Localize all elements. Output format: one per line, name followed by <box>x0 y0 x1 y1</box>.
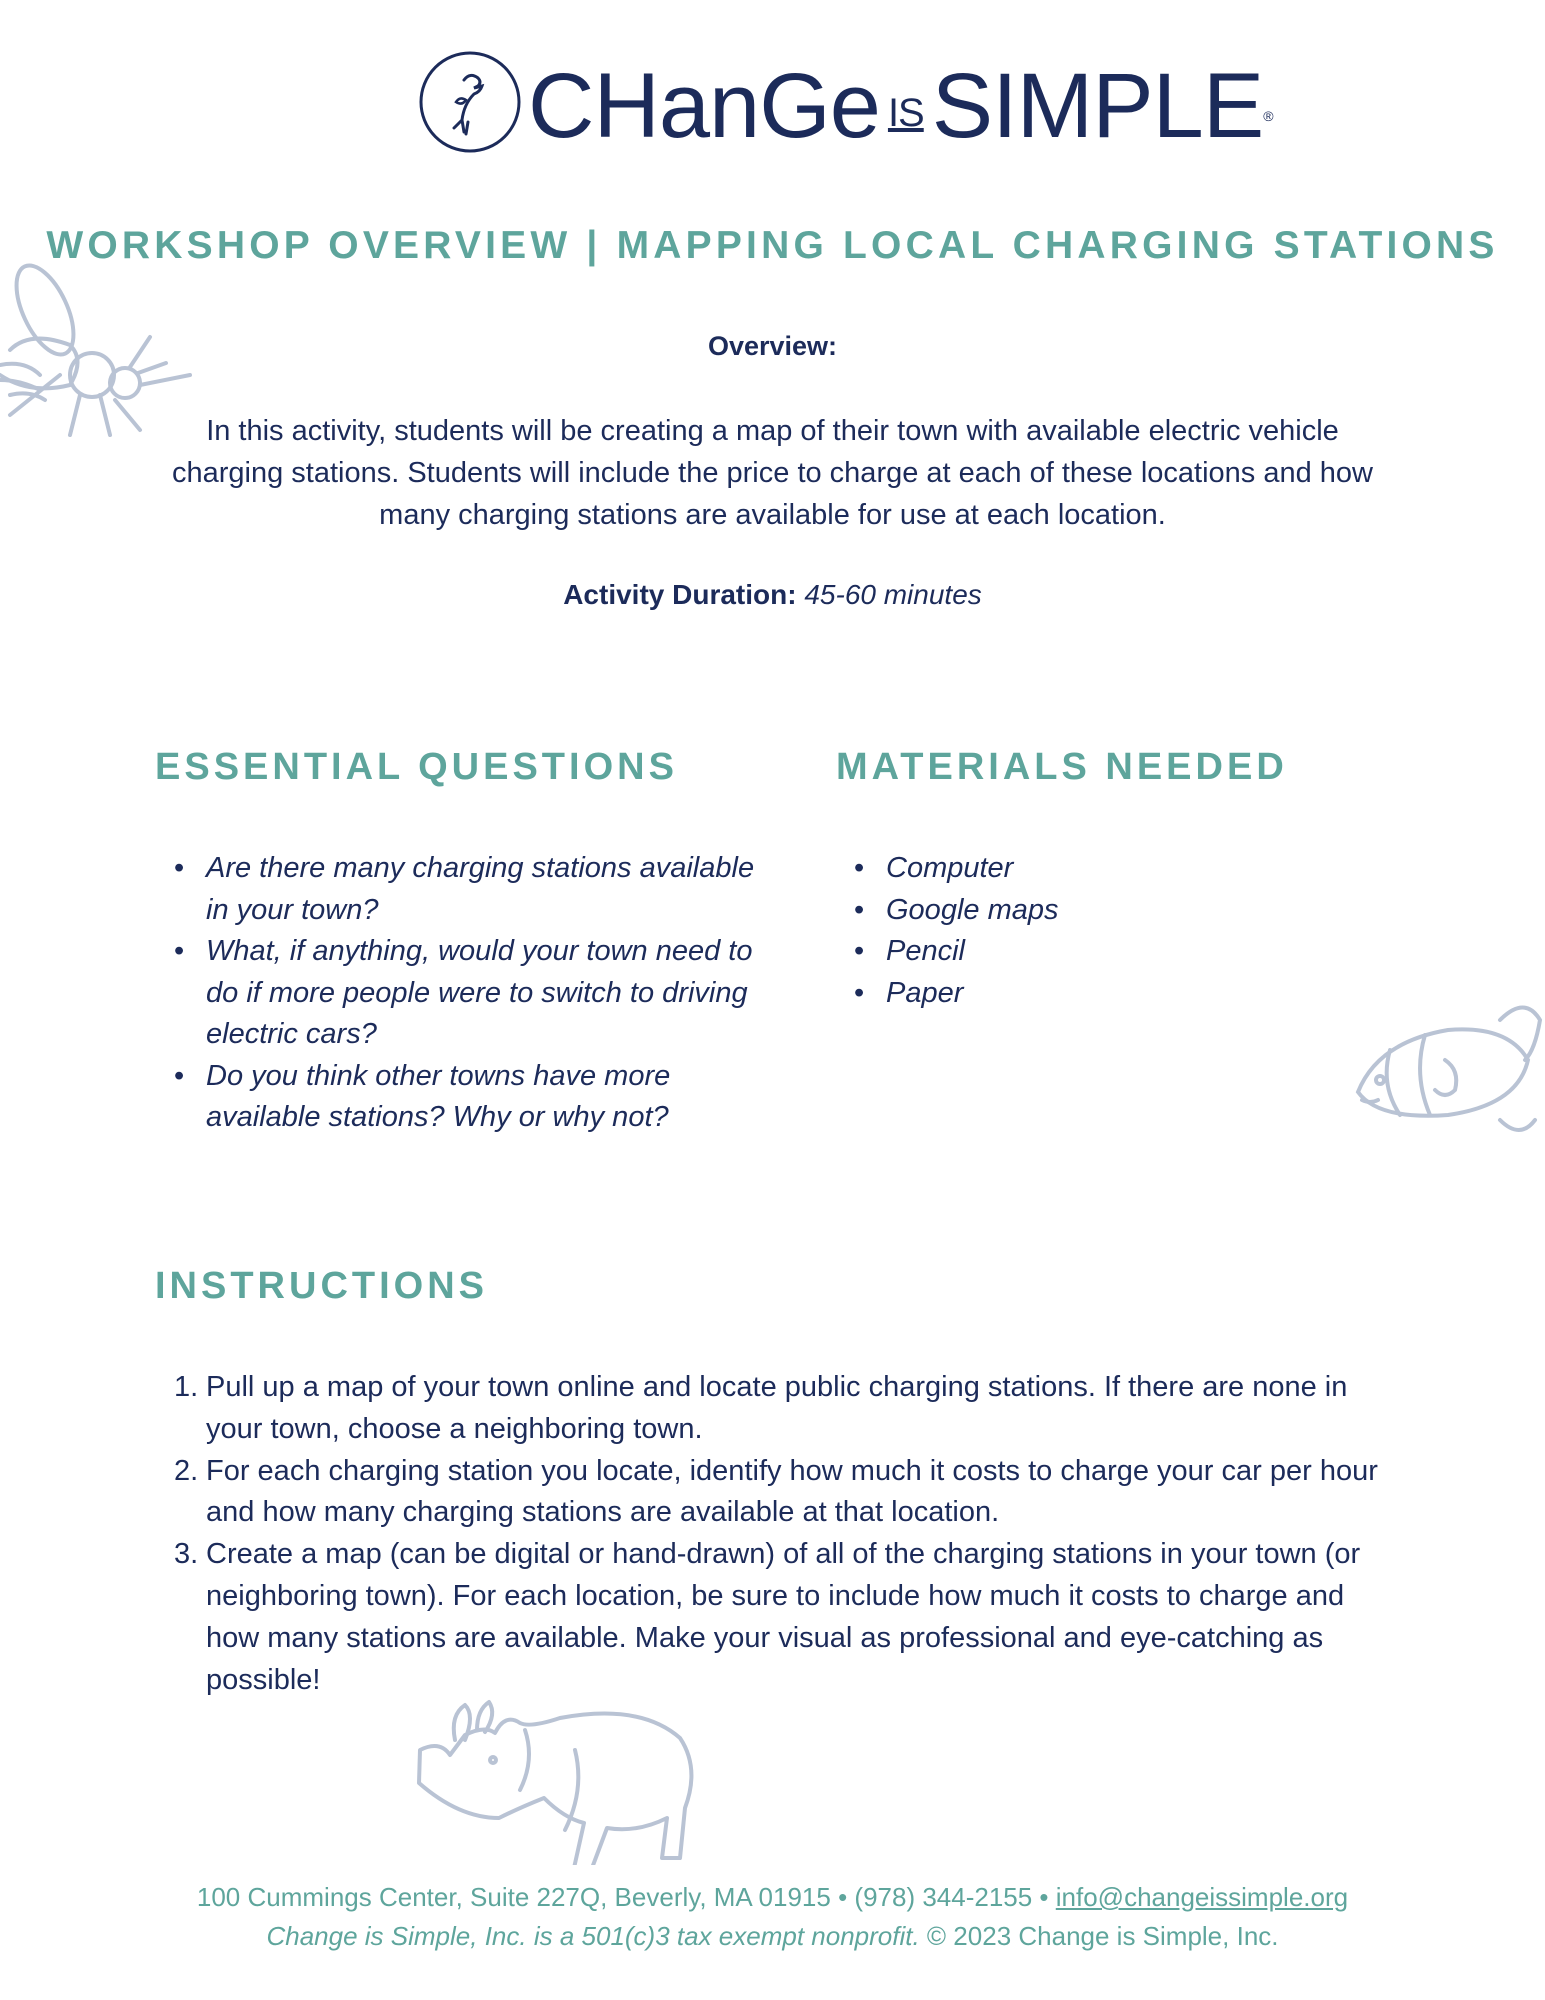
bird-logo-icon <box>418 50 522 154</box>
fish-illustration <box>1350 1000 1545 1145</box>
duration-label: Activity Duration: <box>563 579 797 610</box>
list-item: 1. Pull up a map of your town online and locate public charging stations. If there are none in your town, choose a neighboring town. <box>174 1371 1348 1445</box>
footer-contact <box>0 1882 1545 1913</box>
instructions-heading: INSTRUCTIONS <box>155 1265 488 1307</box>
wordmark-right: SIMPLE <box>931 55 1264 157</box>
wordmark-left: CHanGe <box>528 55 880 157</box>
brand-logo <box>418 50 1273 162</box>
footer-nonprofit: Change is Simple, Inc. is a 501(c)3 tax exempt nonprofit. <box>266 1921 920 1951</box>
footer-address: 100 Cummings Center, Suite 227Q, Beverly, MA 01915 • (978) 344-2155 • <box>196 1882 1056 1912</box>
instruction-text: For each charging station you locate, identify how much it costs to charge your car per hour and how many charging stations are available at that location. <box>206 1454 1378 1529</box>
activity-duration <box>0 579 1545 611</box>
wordmark-is: IS <box>887 90 924 135</box>
list-item: • Are there many charging stations available in your town? <box>174 848 774 931</box>
list-item: • What, if anything, would your town need to do if more people were to switch to driving electric cars? <box>174 931 774 1056</box>
list-item: • Pencil <box>854 931 1254 973</box>
footer-email-link[interactable]: info@changeissimple.org <box>1055 1882 1349 1912</box>
footer-copyright: © 2023 Change is Simple, Inc. <box>919 1921 1279 1951</box>
overview-heading: Overview: <box>707 331 838 361</box>
instruction-text: Pull up a map of your town online and locate public charging stations. If there are none in your town, choose a neighboring town. <box>206 1371 1348 1445</box>
list-item: • Computer <box>854 848 1254 890</box>
list-item: 2. For each charging station you locate, identify how much it costs to charge your car per hour and how many charging stations are available at that location. <box>174 1454 1378 1529</box>
essential-questions-heading: ESSENTIAL QUESTIONS <box>155 746 678 788</box>
materials-list <box>854 848 1254 1014</box>
essential-questions-list <box>174 848 774 1139</box>
rhino-illustration <box>415 1690 705 1865</box>
registered-mark: ® <box>1263 108 1273 124</box>
overview-body: In this activity, students will be creating a map of their town with available electric vehicle charging stations. Students will include the price to charge at each of these locations and how many charging stations are available for use at each location. <box>171 415 1373 531</box>
materials-needed-heading: MATERIALS NEEDED <box>836 746 1288 788</box>
duration-value: 45-60 minutes <box>804 579 982 610</box>
list-item: • Paper <box>854 973 1254 1015</box>
instruction-text: Create a map (can be digital or hand-drawn) of all of the charging stations in your town (or neighboring town). For each location, be sure to include how much it costs to charge and how many stations are available. Make your visual as professional and eye-catching as possible! <box>206 1538 1361 1696</box>
list-item: • Do you think other towns have more available stations? Why or why not? <box>174 1056 774 1139</box>
instructions-list <box>174 1367 1404 1701</box>
list-item: • Google maps <box>854 890 1254 932</box>
page-title: WORKSHOP OVERVIEW | MAPPING LOCAL CHARGING STATIONS <box>46 224 1499 267</box>
brand-wordmark <box>528 56 1273 163</box>
footer-legal <box>0 1921 1545 1952</box>
list-item: 3. Create a map (can be digital or hand-drawn) of all of the charging stations in your town (or neighboring town). For each location, be sure to include how much it costs to charge and how many stations are available. Make your visual as professional and eye-catching as possible! <box>174 1538 1361 1696</box>
